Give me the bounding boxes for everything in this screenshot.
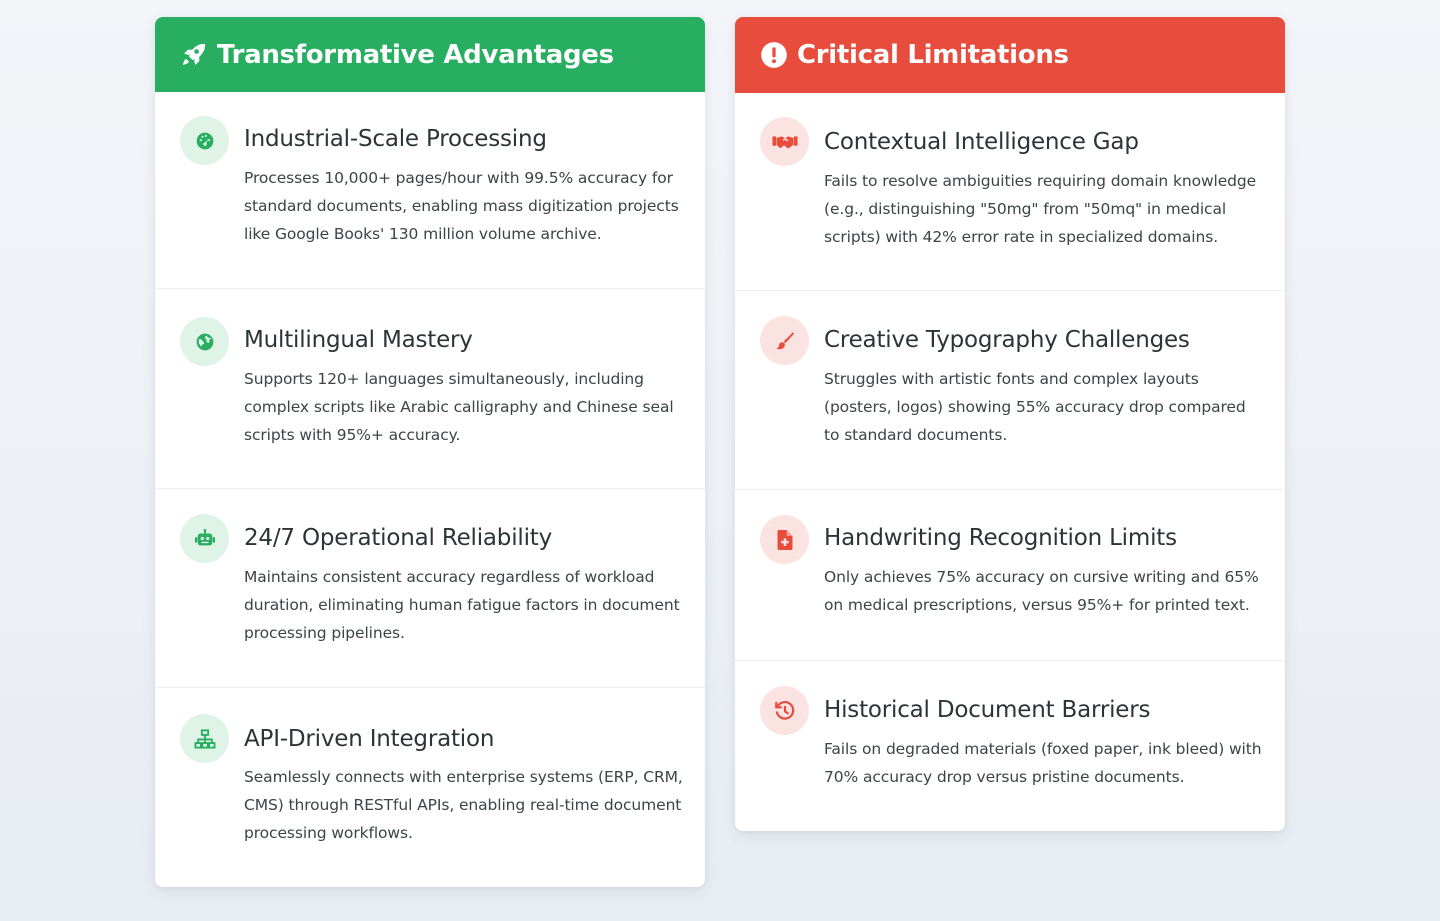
rocket-icon <box>179 40 209 70</box>
limitation-desc: Struggles with artistic fonts and complex layouts (posters, logos) showing 55% accuracy drop compared to standard documents. <box>824 370 1246 444</box>
limitation-item <box>735 291 1285 490</box>
advantage-item <box>155 489 705 688</box>
limitation-item <box>735 490 1285 661</box>
globe-icon <box>180 317 229 366</box>
limitation-title: Historical Document Barriers <box>824 697 1151 723</box>
limitations-header <box>735 17 1285 93</box>
limitation-title: Creative Typography Challenges <box>824 327 1190 353</box>
advantage-title: Industrial-Scale Processing <box>244 126 547 152</box>
exclamation-circle-icon <box>759 40 789 70</box>
limitation-desc: Fails on degraded materials (foxed paper, ink bleed) with 70% accuracy drop versus pristine documents. <box>824 740 1262 786</box>
limitation-title: Contextual Intelligence Gap <box>824 129 1139 155</box>
limitation-desc: Only achieves 75% accuracy on cursive writing and 65% on medical prescriptions, versus 95%+ for printed text. <box>824 568 1259 614</box>
advantage-item <box>155 92 705 289</box>
advantage-desc: Seamlessly connects with enterprise systems (ERP, CRM, CMS) through RESTful APIs, enabling real-time document processing workflows. <box>244 768 683 842</box>
history-icon <box>760 686 809 735</box>
advantages-panel <box>155 17 705 887</box>
limitations-panel <box>735 17 1285 831</box>
advantages-header <box>155 17 705 92</box>
network-icon <box>180 714 229 763</box>
limitations-title: Critical Limitations <box>797 40 1069 70</box>
advantage-desc: Supports 120+ languages simultaneously, including complex scripts like Arabic calligraphy and Chinese seal scripts with 95%+ accuracy. <box>244 370 674 444</box>
advantages-title: Transformative Advantages <box>217 39 614 70</box>
advantage-item <box>155 289 705 489</box>
paintbrush-icon <box>760 316 809 365</box>
file-medical-icon <box>760 515 809 564</box>
limitation-desc: Fails to resolve ambiguities requiring domain knowledge (e.g., distinguishing "50mg" from "50mq" in medical scripts) with 42% error rate in specialized domains. <box>824 172 1257 246</box>
limitation-item <box>735 93 1285 291</box>
limitation-title: Handwriting Recognition Limits <box>824 525 1177 551</box>
advantage-title: Multilingual Mastery <box>244 327 473 353</box>
advantage-item <box>155 688 705 887</box>
advantage-desc: Maintains consistent accuracy regardless of workload duration, eliminating human fatigue factors in document processing pipelines. <box>244 568 680 642</box>
advantage-desc: Processes 10,000+ pages/hour with 99.5% accuracy for standard documents, enabling mass digitization projects like Google Books' 130 million volume archive. <box>244 169 679 243</box>
advantage-title: 24/7 Operational Reliability <box>244 525 552 551</box>
robot-icon <box>180 514 229 563</box>
limitation-item <box>735 661 1285 831</box>
advantage-title: API-Driven Integration <box>244 726 495 752</box>
handshake-icon <box>760 117 809 166</box>
gauge-icon <box>180 116 229 165</box>
